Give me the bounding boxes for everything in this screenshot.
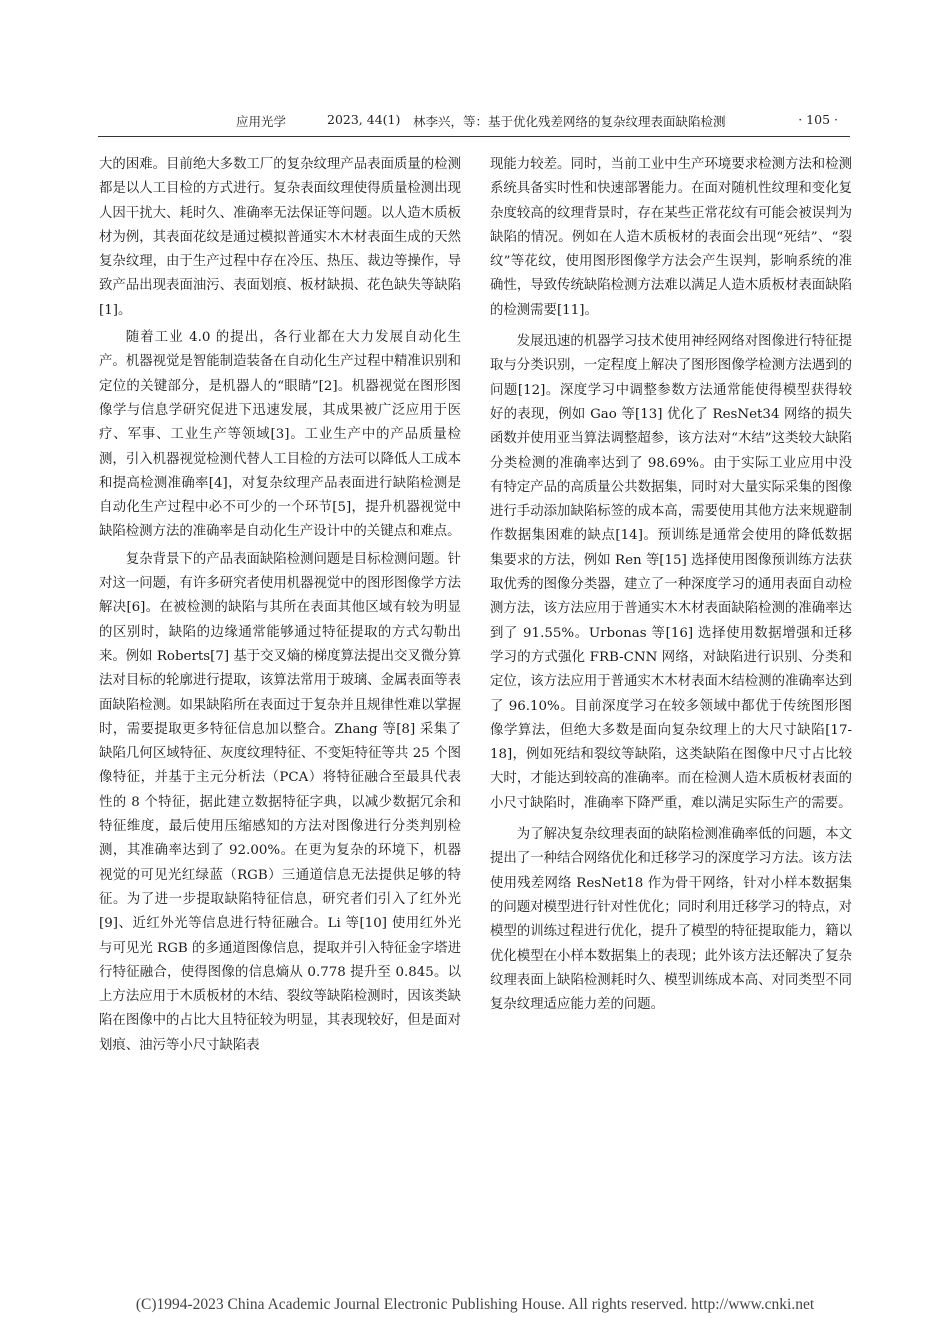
paragraph: 为了解决复杂纹理表面的缺陷检测准确率低的问题，本文提出了一种结合网络优化和迁移学习的深度学习方法。该方法使用残差网络 ResNet18 作为骨干网络，针对小样本数据集的问题对模型进行针对性优化；同时利用迁移学习的特点，对模型的训练过程进行优化，提升了模型的特征提取能力，籍以优化模型在小样本数据集上的表现；此外该方法还解决了复杂纹理表面上缺陷检测耗时久、模型训练成本高、对同类型不同复杂纹理适应能力差的问题。 <box>490 827 852 1013</box>
running-header <box>98 112 848 134</box>
paragraph: 现能力较差。同时，当前工业中生产环境要求检测方法和检测系统具备实时性和快速部署能力。在面对随机性纹理和变化复杂度较高的纹理背景时，存在某些正常花纹有可能会被误判为缺陷的情况。例如在人造木质板材的表面会出现“死结”、“裂纹”等花纹，使用图形图像学方法会产生误判，影响系统的准确性，导致传统缺陷检测方法难以满足人造木质板材表面缺陷的检测需要[11]。 <box>490 157 852 318</box>
left-column <box>99 153 461 1058</box>
right-column <box>490 153 852 1017</box>
header-rule <box>98 136 850 137</box>
paragraph: 复杂背景下的产品表面缺陷检测问题是目标检测问题。针对这一问题，有许多研究者使用机器视觉中的图形图像学方法解决[6]。在被检测的缺陷与其所在表面其他区域有较为明显的区别时，缺陷的边缘通常能够通过特征提取的方式勾勒出来。例如 Roberts[7] 基于交叉熵的梯度算法提出交叉微分算法对目标的轮廓进行提取，该算法常用于玻璃、金属表面等表面缺陷检测。如果缺陷所在表面过于复杂并且规律性难以掌握时，需要提取更多特征信息加以整合。Zhang 等[8] 采集了缺陷几何区域特征、灰度纹理特征、不变矩特征等共 25 个图像特征，并基于主元分析法（PCA）将特征融合至最具代表性的 8 个特征，据此建立数据特征字典，以减少数据冗余和特征维度，最后使用压缩感知的方法对图像进行分类判别检测，其准确率达到了 92.00%。在更为复杂的环境下，机器视觉的可见光红绿蓝（RGB）三通道信息无法提供足够的特征。为了进一步提取缺陷特征信息，研究者们引入了红外光[9]、近红外光等信息进行特征融合。Li 等[10] 使用红外光与可见光 RGB 的多通道图像信息，提取并引入特征金字塔进行特征融合，使得图像的信息熵从 0.778 提升至 0.845。以上方法应用于木质板材的木结、裂纹等缺陷检测时，因该类缺陷在图像中的占比大且特征较为明显，其表现较好，但是面对划痕、油污等小尺寸缺陷表 <box>99 551 461 1053</box>
copyright-footer: (C)1994-2023 China Academic Journal Electronic Publishing House. All rights reserved. http://www.cnki.net <box>135 1296 815 1313</box>
page-number: · 105 · <box>798 112 838 127</box>
paragraph: 随着工业 4.0 的提出，各行业都在大力发展自动化生产。机器视觉是智能制造装备在自动化生产过程中精准识别和定位的关键部分，是机器人的“眼睛”[2]。机器视觉在图形图像学与信息学研究促进下迅速发展，其成果被广泛应用于医疗、军事、工业生产等领域[3]。工业生产中的产品质量检测，引入机器视觉检测代替人工目检的方法可以降低人工成本和提高检测准确率[4]，对复杂纹理产品表面进行缺陷检测是自动化生产过程中必不可少的一个环节[5]，提升机器视觉中缺陷检测方法的准确率是自动化生产设计中的关键点和难点。 <box>99 330 461 540</box>
paragraph: 发展迅速的机器学习技术使用神经网络对图像进行特征提取与分类识别，一定程度上解决了图形图像学检测方法遇到的问题[12]。深度学习中调整参数方法通常能使得模型获得较好的表现，例如 Gao 等[13] 优化了 ResNet34 网络的损失函数并使用亚当算法调整超参，该方法对“木结”这类较大缺陷分类检测的准确率达到了 98.69%。由于实际工业应用中没有特定产品的高质量公共数据集，同时对大量实际采集的图像进行手动添加缺陷标签的成本高，需要使用其他方法来规避制作数据集困难的缺点[14]。预训练是通常会使用的降低数据集要求的方法，例如 Ren 等[15] 选择使用图像预训练方法获取优秀的图像分类器，建立了一种深度学习的通用表面自动检测方法，该方法应用于普通实木木材表面缺陷检测的准确率达到了 91.55%。Urbonas 等[16] 选择使用数据增强和迁移学习的方式强化 FRB-CNN 网络，对缺陷进行识别、分类和定位，该方法应用于普通实木木材表面木结检测的准确率达到了 96.10%。目前深度学习在较多领域中都优于传统图形图像学算法，但绝大多数是面向复杂纹理上的大尺寸缺陷[17-18]，例如死结和裂纹等缺陷，这类缺陷在图像中尺寸占比较大时，才能达到较高的准确率。而在检测人造木质板材表面的小尺寸缺陷时，准确率下降严重，难以满足实际生产的需要。 <box>490 334 852 811</box>
paragraph: 大的困难。目前绝大多数工厂的复杂纹理产品表面质量的检测都是以人工目检的方式进行。复杂表面纹理使得质量检测出现人因干扰大、耗时久、准确率无法保证等问题。以人造木质板材为例，其表面花纹是通过模拟普通实木木材表面生成的天然复杂纹理，由于生产过程中存在冷压、热压、裁边等操作，导致产品出现表面油污、表面划痕、板材缺损、花色缺失等缺陷[1]。 <box>99 157 461 318</box>
header-title: 林李兴，等：基于优化残差网络的复杂纹理表面缺陷检测 <box>413 114 726 129</box>
journal-name: 应用光学 <box>236 114 287 129</box>
volume-issue: 2023, 44(1) <box>327 112 401 127</box>
